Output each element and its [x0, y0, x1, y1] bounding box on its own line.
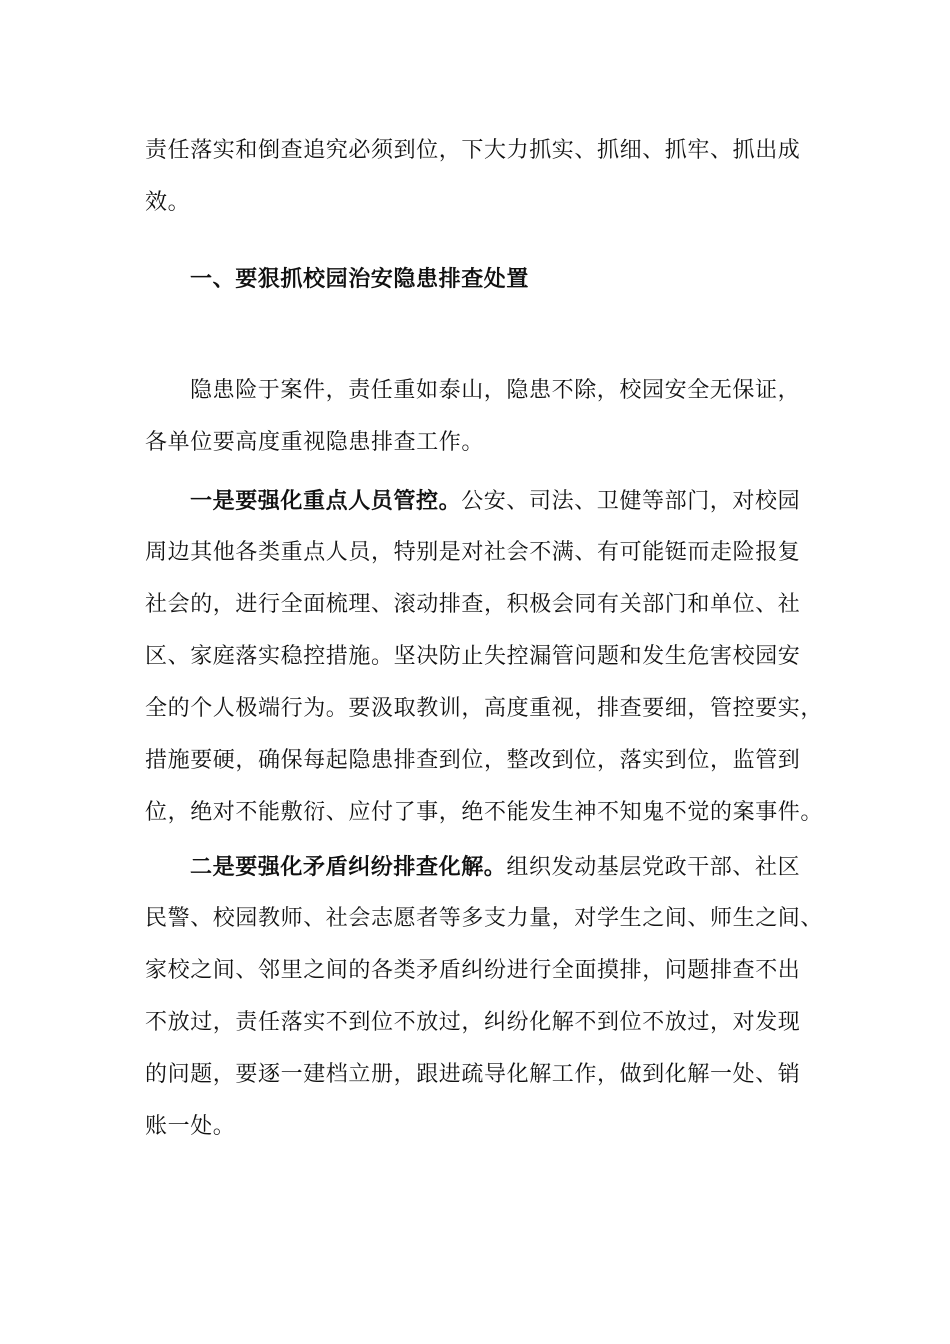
- para2-line-1: [190, 486, 815, 517]
- para1-line-1: 隐患险于案件，责任重如泰山，隐患不除，校园安全无保证，: [190, 378, 801, 403]
- intro-line-1: 责任落实和倒查追究必须到位，下大力抓实、抓细、抓牢、抓出成: [145, 138, 801, 163]
- para2-line-7: 位，绝对不能敷衍、应付了事，绝不能发生神不知鬼不觉的案事件。: [145, 800, 824, 825]
- para2-line-4: 区、家庭落实稳控措施。坚决防止失控漏管问题和发生危害校园安: [145, 644, 801, 669]
- para2-line-5: 全的个人极端行为。要汲取教训，高度重视，排查要细，管控要实，: [145, 696, 824, 721]
- para1-line-2: 各单位要高度重视隐患排查工作。: [145, 430, 485, 455]
- para3-line-1-rest: 组织发动基层党政干部、社区: [506, 855, 801, 880]
- para3-line-3: 家校之间、邻里之间的各类矛盾纠纷进行全面摸排，问题排查不出: [145, 958, 801, 983]
- para2-line-2: 周边其他各类重点人员，特别是对社会不满、有可能铤而走险报复: [145, 540, 801, 565]
- para3-line-1: [190, 852, 815, 883]
- para3-line-5: 的问题，要逐一建档立册，跟进疏导化解工作，做到化解一处、销: [145, 1062, 801, 1087]
- para2-lead: 一是要强化重点人员管控。: [190, 488, 462, 514]
- para2-line-1-rest: 公安、司法、卫健等部门，对校园: [461, 489, 801, 514]
- para3-line-2: 民警、校园教师、社会志愿者等多支力量，对学生之间、师生之间、: [145, 906, 824, 931]
- para3-lead: 二是要强化矛盾纠纷排查化解。: [190, 854, 507, 880]
- para2-line-3: 社会的，进行全面梳理、滚动排查，积极会同有关部门和单位、社: [145, 592, 801, 617]
- section-heading: 一、要狠抓校园治安隐患排查处置: [190, 266, 530, 292]
- intro-line-2: 效。: [145, 190, 191, 215]
- para3-line-6: 账一处。: [145, 1114, 236, 1139]
- para2-line-6: 措施要硬，确保每起隐患排查到位，整改到位，落实到位，监管到: [145, 748, 801, 773]
- para3-line-4: 不放过，责任落实不到位不放过，纠纷化解不到位不放过，对发现: [145, 1010, 801, 1035]
